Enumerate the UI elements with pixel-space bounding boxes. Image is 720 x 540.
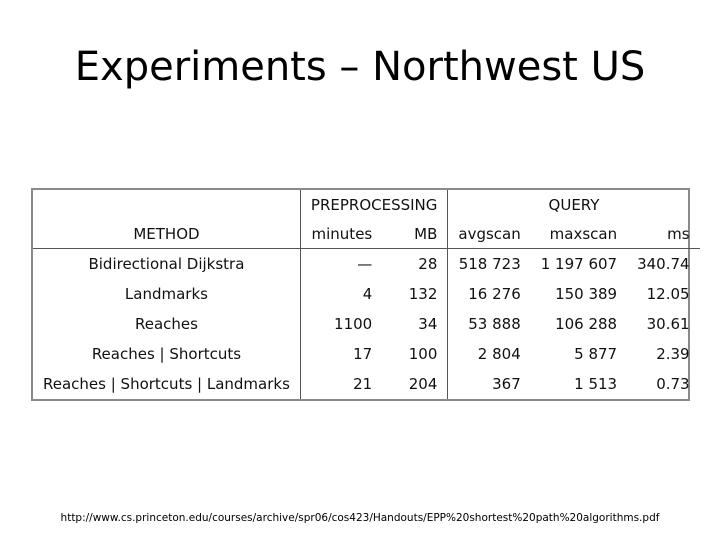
avgscan-cell: 53 888 (468, 315, 521, 333)
ms-column-header: ms (627, 219, 700, 249)
ms-cell: 340.74 (637, 255, 690, 273)
preprocessing-header: PREPROCESSING (300, 190, 447, 219)
column-header-row (33, 219, 700, 249)
ms-cell: 30.61 (646, 315, 690, 333)
results-table-grid (33, 190, 700, 399)
ms-cell: 0.73 (656, 375, 690, 393)
maxscan-cell: 1 513 (574, 375, 618, 393)
avgscan-cell: 16 276 (468, 285, 521, 303)
minutes-column-header: minutes (300, 219, 382, 249)
method-column-header: METHOD (33, 219, 300, 249)
avgscan-cell: 518 723 (458, 255, 521, 273)
table-row (33, 249, 700, 280)
mb-cell: 204 (382, 369, 448, 399)
query-header: QUERY (548, 195, 600, 214)
method-cell: Reaches (33, 309, 300, 339)
mb-cell: 132 (382, 279, 448, 309)
source-url: http://www.cs.princeton.edu/courses/archive/spr06/cos423/Handouts/EPP%20shortest%20path%20algorithms.pdf (60, 512, 660, 524)
results-table (31, 188, 690, 401)
empty-header-cell (33, 190, 300, 219)
mb-cell: 34 (382, 309, 448, 339)
ms-cell: 2.39 (656, 345, 690, 363)
mb-cell: 100 (382, 339, 448, 369)
ms-cell: 12.05 (646, 285, 690, 303)
group-header-row (33, 190, 700, 219)
maxscan-column-header: maxscan (531, 219, 627, 249)
maxscan-cell: 150 389 (555, 285, 618, 303)
minutes-cell: — (357, 255, 373, 273)
avgscan-column-header: avgscan (448, 219, 531, 249)
minutes-cell: 21 (353, 375, 373, 393)
minutes-cell: 1100 (334, 315, 373, 333)
minutes-cell: 4 (362, 285, 373, 303)
mb-cell: 28 (382, 249, 448, 280)
table-row (33, 279, 700, 309)
method-cell: Reaches | Shortcuts (33, 339, 300, 369)
mb-column-header: MB (382, 219, 448, 249)
slide-title: Experiments – Northwest US (74, 44, 646, 90)
avgscan-cell: 367 (492, 375, 521, 393)
maxscan-cell: 5 877 (574, 345, 618, 363)
method-cell: Landmarks (33, 279, 300, 309)
maxscan-cell: 106 288 (555, 315, 618, 333)
maxscan-cell: 1 197 607 (540, 255, 618, 273)
method-cell: Bidirectional Dijkstra (33, 249, 300, 280)
table-row (33, 369, 700, 399)
table-row (33, 339, 700, 369)
method-cell: Reaches | Shortcuts | Landmarks (33, 369, 300, 399)
table-row (33, 309, 700, 339)
avgscan-cell: 2 804 (477, 345, 521, 363)
minutes-cell: 17 (353, 345, 373, 363)
